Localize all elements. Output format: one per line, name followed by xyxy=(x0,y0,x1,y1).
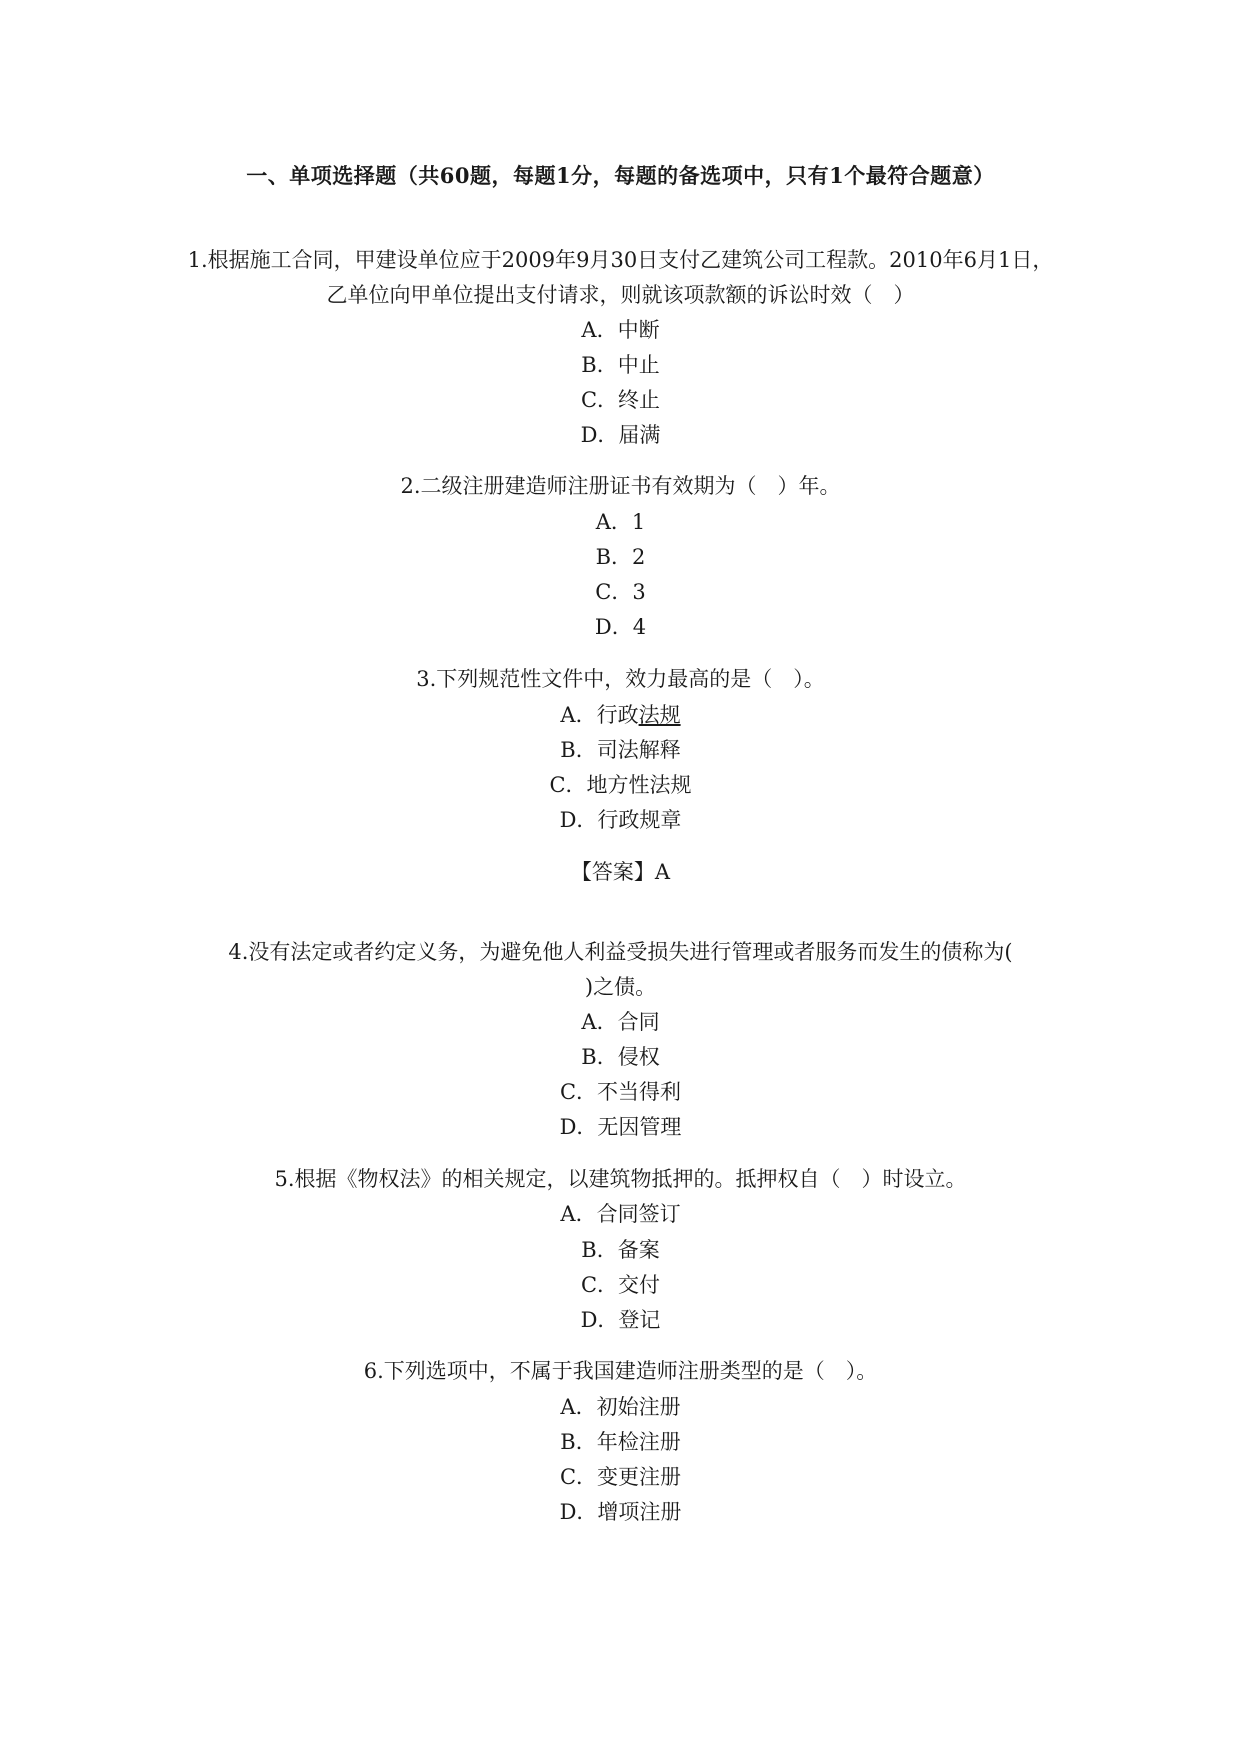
question-1-line-1: 1.根据施工合同，甲建设单位应于2009年9月30日支付乙建筑公司工程款。2010年6月1日， xyxy=(187,248,1054,272)
question-5-option-a: A．合同签订 xyxy=(560,1202,681,1226)
question-1-option-c: C．终止 xyxy=(580,388,661,412)
question-3-option-b: B．司法解释 xyxy=(560,738,681,762)
question-4-option-b: B．侵权 xyxy=(581,1045,660,1069)
question-4-option-a: A．合同 xyxy=(581,1010,660,1034)
question-6-option-a: A．初始注册 xyxy=(560,1395,681,1419)
question-6-option-c: C．变更注册 xyxy=(559,1465,682,1489)
question-3-line-1: 3.下列规范性文件中，效力最高的是（ ）。 xyxy=(416,667,825,691)
question-3-answer: 【答案】A xyxy=(570,860,671,884)
question-3-option-a-prefix: A．行政 xyxy=(560,703,639,727)
question-6-option-b: B．年检注册 xyxy=(560,1430,681,1454)
question-4-line-2: )之债。 xyxy=(584,975,657,999)
question-2-option-a: A．1 xyxy=(595,510,646,534)
question-2-option-c: C．3 xyxy=(595,580,646,604)
question-4-option-c: C．不当得利 xyxy=(559,1080,682,1104)
question-5-option-d: D．登记 xyxy=(580,1308,661,1332)
question-2-option-b: B．2 xyxy=(595,545,646,569)
question-3-option-c: C．地方性法规 xyxy=(549,773,692,797)
section-heading: 一、单项选择题（共60题，每题1分，每题的备选项中，只有1个最符合题意） xyxy=(246,163,995,188)
question-5-line-1: 5.根据《物权法》的相关规定，以建筑物抵押的。抵押权自（ ）时设立。 xyxy=(274,1167,967,1191)
question-1-option-b: B．中止 xyxy=(581,353,660,377)
question-6-line-1: 6.下列选项中，不属于我国建造师注册类型的是（ ）。 xyxy=(363,1359,878,1383)
question-1-option-a: A．中断 xyxy=(581,318,660,342)
question-4-line-1: 4.没有法定或者约定义务，为避免他人利益受损失进行管理或者服务而发生的债称为( xyxy=(228,940,1013,964)
question-3-option-d: D．行政规章 xyxy=(559,808,682,832)
question-4-option-d: D．无因管理 xyxy=(559,1115,682,1139)
question-2-option-d: D．4 xyxy=(594,615,647,639)
question-3-option-a-underlined: 法规 xyxy=(638,703,681,727)
question-1-option-d: D．届满 xyxy=(580,423,661,447)
question-2-line-1: 2.二级注册建造师注册证书有效期为（ ）年。 xyxy=(400,474,841,498)
question-5-option-b: B．备案 xyxy=(581,1238,660,1262)
question-6-option-d: D．增项注册 xyxy=(559,1500,682,1524)
question-5-option-c: C．交付 xyxy=(580,1273,661,1297)
question-1-line-2: 乙单位向甲单位提出支付请求，则就该项款额的诉讼时效（ ） xyxy=(326,283,915,307)
question-3-option-a xyxy=(0,701,1241,729)
